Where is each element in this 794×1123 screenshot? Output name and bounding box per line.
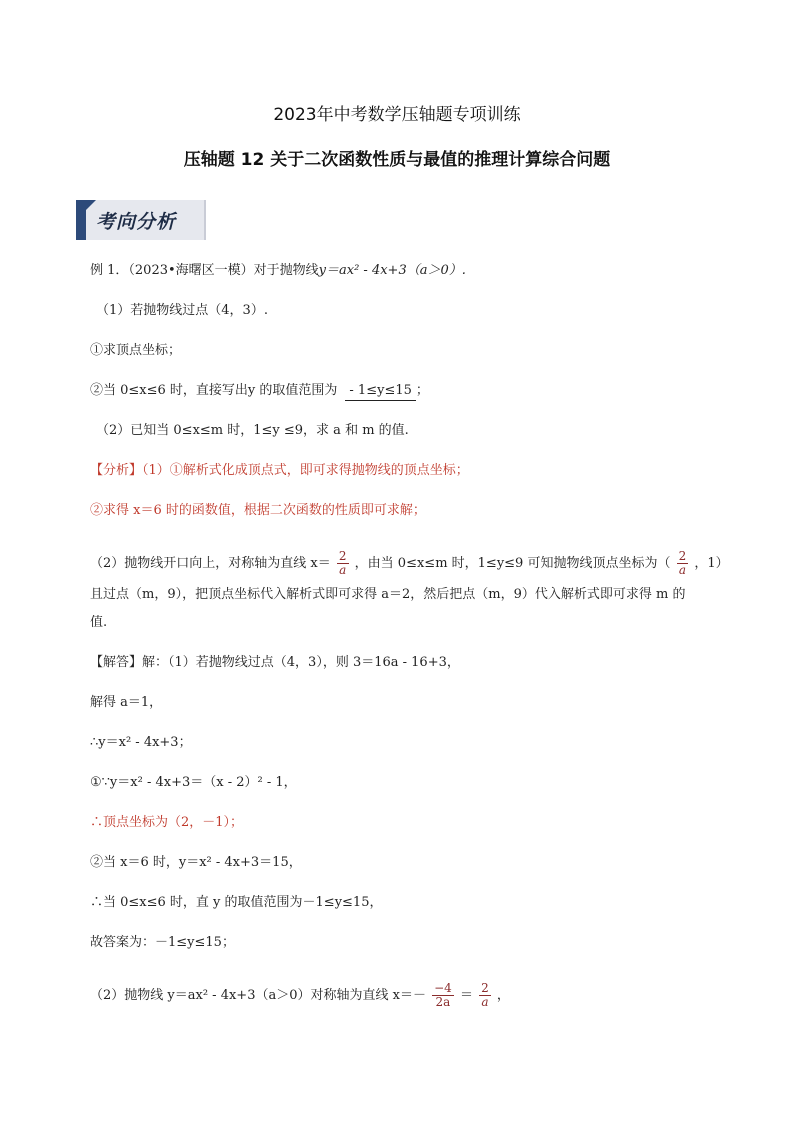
solution-fraction-1 [432,982,454,1009]
analysis-line3-c: ，1） [694,556,729,571]
solution-fraction-2 [479,982,491,1009]
analysis-line2: ②求得 x＝6 时的函数值，根据二次函数的性质即可求解； [90,503,426,518]
solution-line1: 【解答】解：（1）若抛物线过点（4，3），则 3＝16a - 16+3， [90,655,460,670]
banner-accent-bar [76,200,86,240]
analysis-line1: 【分析】（1）①解析式化成顶点式，即可求得抛物线的顶点坐标； [90,463,469,478]
example-intro [90,262,466,280]
fraction-denominator: a [481,995,489,1009]
solution-line9-eq: ＝ [459,988,473,1003]
fraction-denominator: a [678,563,686,577]
document-title: 2023年中考数学压轴题专项训练 [273,105,521,125]
solution-line4: ①∵y＝x² - 4x+3＝（x - 2）² - 1， [90,775,297,790]
analysis-vertex-fraction [677,550,689,577]
example-intro-prefix: 例 1．（2023•海曙区一模）对于抛物线 [90,263,319,278]
example-sub2-text: ②当 0≤x≤6 时，直接写出y 的取值范围为 [90,383,338,398]
analysis-line4: 且过点（m，9），把顶点坐标代入解析式即可求得 a＝2，然后把点（m，9）代入解析式即可求得 m 的 [90,587,686,602]
analysis-fraction [337,550,349,577]
banner-notch [86,200,96,210]
document-subtitle: 压轴题 12 关于二次函数性质与最值的推理计算综合问题 [183,150,611,170]
solution-line3: ∴y＝x² - 4x+3； [90,735,192,750]
example-sub1: ①求顶点坐标； [90,343,182,358]
fraction-denominator: 2a [435,995,451,1009]
fraction-numerator: 2 [678,549,687,563]
section-banner [76,200,204,240]
fraction-numerator: 2 [481,981,489,995]
solution-line5: ∴顶点坐标为（2，－1）； [90,815,244,830]
example-part2: （2）已知当 0≤x≤m 时，1≤y ≤9，求 a 和 m 的值. [96,423,409,438]
solution-line2: 解得 a＝1， [90,695,163,710]
fraction-numerator: 2 [338,549,347,563]
example-sub2-end: ； [415,383,429,398]
solution-line9 [90,982,510,1009]
fraction-numerator: −4 [434,981,452,995]
analysis-line3-a: （2）抛物线开口向上，对称轴为直线 x＝ [90,556,331,571]
analysis-line3 [90,550,729,577]
example-part1: （1）若抛物线过点（4，3）. [96,303,268,318]
solution-line7: ∴当 0≤x≤6 时，直 y 的取值范围为－1≤y≤15， [90,895,383,910]
example-sub2 [90,382,429,401]
solution-line6: ②当 x＝6 时，y＝x² - 4x+3＝15， [90,855,302,870]
solution-line8: 故答案为：－1≤y≤15； [90,935,235,950]
solution-line9-end: ， [496,988,510,1003]
analysis-line3-b: ，由当 0≤x≤m 时，1≤y≤9 可知抛物线顶点坐标为（ [354,556,671,571]
solution-line9-a: （2）抛物线 y＝ax² - 4x+3（a＞0）对称轴为直线 x＝－ [90,988,426,1003]
example-intro-expr: y＝ax² - 4x+3（a＞0）. [318,263,466,278]
banner-label: 考向分析 [96,211,177,233]
example-sub2-answer: - 1≤y≤15 [345,382,415,401]
analysis-line5: 值. [90,615,108,630]
fraction-denominator: a [339,563,347,577]
